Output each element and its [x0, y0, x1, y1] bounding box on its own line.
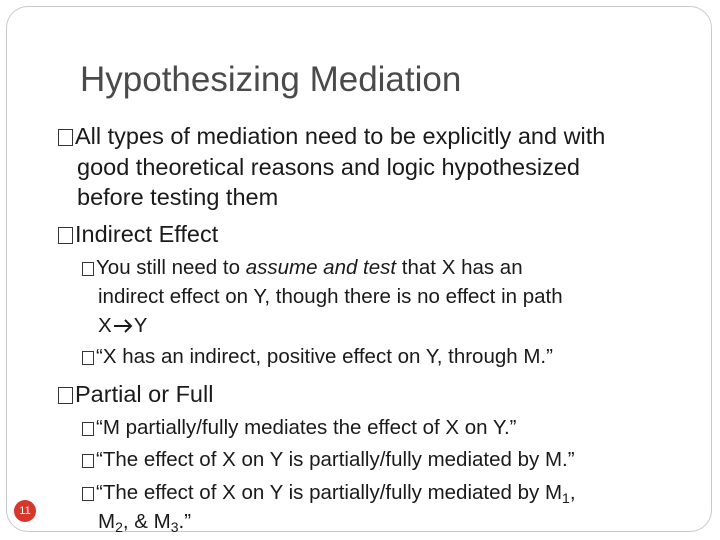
sub-bullet-2-1-line-2: indirect effect on Y, though there is no effect in path	[98, 285, 563, 308]
sub-bullet-3-3: “The effect of X on Y is partially/fully mediated by $M_1$,	[82, 481, 576, 505]
bullet-1-line-3: before testing them	[77, 184, 279, 210]
bullet-1: All types of mediation need to be explicitly and with	[58, 123, 605, 150]
bullet-box-icon	[82, 422, 94, 436]
arrow-right-icon	[112, 317, 134, 335]
bullet-box-icon	[58, 227, 73, 244]
page-number-badge: 11	[14, 500, 36, 522]
sub-bullet-2-1-line-3: X Y	[98, 314, 148, 337]
sub-bullet-2-1: You still need to assume and test that X has an	[82, 256, 523, 280]
sub-bullet-3-2: “The effect of X on Y is partially/fully mediated by M.”	[82, 448, 575, 472]
bullet-1-line-2: good theoretical reasons and logic hypothesized	[77, 154, 580, 180]
slide-title: Hypothesizing Mediation	[80, 60, 462, 99]
sub-bullet-3-1: “M partially/fully mediates the effect of X on Y.”	[82, 416, 516, 440]
sub-bullet-2-2: “X has an indirect, positive effect on Y, through M.”	[82, 345, 553, 369]
bullet-box-icon	[58, 129, 73, 146]
bullet-box-icon	[82, 262, 94, 276]
bullet-box-icon	[82, 454, 94, 468]
bullet-3: Partial or Full	[58, 381, 213, 408]
sub-bullet-3-3-line-2: $M_2$, & $M_3$.”	[98, 510, 192, 535]
bullet-2: Indirect Effect	[58, 221, 218, 248]
bullet-box-icon	[82, 487, 94, 501]
bullet-box-icon	[58, 387, 73, 404]
bullet-box-icon	[82, 351, 94, 365]
